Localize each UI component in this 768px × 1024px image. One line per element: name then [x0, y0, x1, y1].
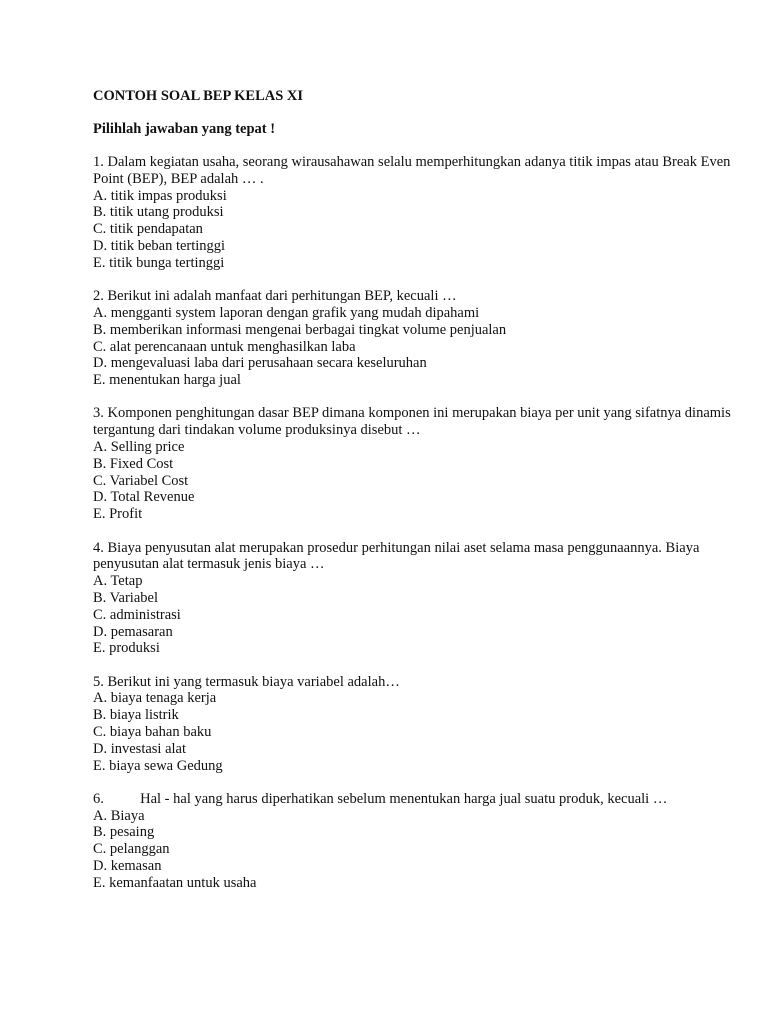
question-list [93, 154, 733, 892]
question-text: 1. Dalam kegiatan usaha, seorang wirausahawan selalu memperhitungkan adanya titik impas atau Break Even Point (BEP), BEP adalah … . [93, 154, 735, 187]
answer-option: D. titik beban tertinggi [93, 238, 226, 255]
answer-option: E. menentukan harga jual [93, 372, 241, 389]
question-text: 6. Hal - hal yang harus diperhatikan sebelum menentukan harga jual suatu produk, kecuali … [93, 790, 668, 807]
answer-option: A. Biaya [93, 807, 145, 824]
document-page [93, 88, 733, 892]
instruction-text: Pilihlah jawaban yang tepat ! [93, 120, 276, 137]
question-text: 3. Komponen penghitungan dasar BEP dimana komponen ini merupakan biaya per unit yang sifatnya dinamis tergantung dari tindakan volume produksinya disebut … [93, 405, 735, 439]
answer-option: A. Selling price [93, 439, 185, 456]
document-title: CONTOH SOAL BEP KELAS XI [93, 88, 304, 104]
question-6 [93, 791, 733, 892]
answer-option: B. titik utang produksi [93, 204, 224, 221]
question-1 [93, 154, 733, 272]
question-text: 5. Berikut ini yang termasuk biaya variabel adalah… [93, 673, 400, 690]
answer-option: B. biaya listrik [93, 707, 179, 724]
question-text: 2. Berikut ini adalah manfaat dari perhitungan BEP, kecuali … [93, 288, 457, 305]
answer-option: D. mengevaluasi laba dari perusahaan secara keseluruhan [93, 355, 427, 372]
answer-option: E. titik bunga tertinggi [93, 254, 225, 271]
question-5 [93, 674, 733, 775]
answer-option: B. memberikan informasi mengenai berbagai tingkat volume penjualan [93, 321, 507, 338]
answer-option: C. titik pendapatan [93, 221, 203, 238]
answer-option: E. kemanfaatan untuk usaha [93, 874, 257, 891]
answer-option: D. Total Revenue [93, 489, 195, 506]
question-2 [93, 288, 733, 389]
answer-option: B. Fixed Cost [93, 455, 174, 472]
answer-option: E. Profit [93, 506, 143, 523]
answer-option: A. titik impas produksi [93, 187, 227, 204]
answer-option: D. investasi alat [93, 740, 187, 757]
answer-option: A. Tetap [93, 573, 143, 590]
answer-option: E. biaya sewa Gedung [93, 757, 223, 774]
answer-option: C. biaya bahan baku [93, 724, 212, 740]
question-text: 4. Biaya penyusutan alat merupakan prosedur perhitungan nilai aset selama masa penggunaannya. Biaya penyusutan alat termasuk jenis biaya … [93, 539, 704, 573]
answer-option: B. pesaing [93, 824, 155, 841]
question-4 [93, 540, 733, 658]
question-3 [93, 405, 733, 523]
answer-option: C. alat perencanaan untuk menghasilkan laba [93, 338, 356, 355]
answer-option: B. Variabel [93, 589, 158, 606]
answer-option: A. mengganti system laporan dengan grafik yang mudah dipahami [93, 304, 480, 321]
answer-option: D. kemasan [93, 858, 162, 875]
answer-option: A. biaya tenaga kerja [93, 690, 217, 707]
answer-option: C. pelanggan [93, 841, 170, 858]
answer-option: C. administrasi [93, 606, 181, 623]
answer-option: E. produksi [93, 640, 160, 657]
answer-option: C. Variabel Cost [93, 472, 189, 489]
answer-option: D. pemasaran [93, 623, 173, 640]
